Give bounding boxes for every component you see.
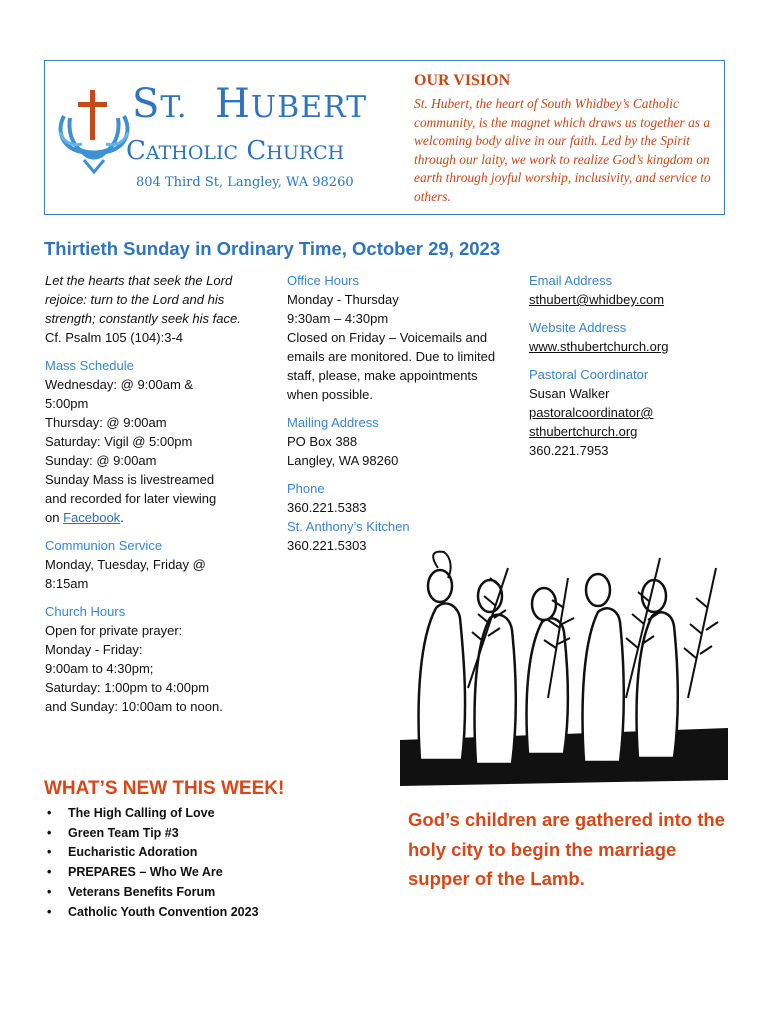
coordinator-label: Pastoral Coordinator	[529, 367, 649, 382]
communion-line: Monday, Tuesday, Friday @	[45, 557, 206, 572]
church-subtitle: CATHOLIC CHURCH	[126, 136, 345, 166]
whats-new-title: WHAT’S NEW THIS WEEK!	[44, 778, 285, 799]
news-item[interactable]: • Veterans Benefits Forum	[44, 883, 259, 903]
psalm-reference: Cf. Psalm 105 (104):3-4	[45, 330, 184, 345]
communion-label: Communion Service	[45, 538, 163, 553]
mass-line: and recorded for later viewing	[45, 491, 217, 506]
kitchen-label: St. Anthony’s Kitchen	[287, 519, 410, 534]
church-logo-icon	[54, 86, 134, 176]
vision-text: St. Hubert, the heart of South Whidbey’s Catholic community, is the magnet which draws us together as a welcoming body alive in our faith. Led by the Spirit through our laity, we work to realize God’s kingdom on earth through joyful worship, inclusivity, and service to others.	[414, 96, 711, 204]
mass-line: 5:00pm	[45, 396, 89, 411]
column-middle	[287, 271, 497, 555]
mailing-line: PO Box 388	[287, 434, 358, 449]
facebook-link[interactable]: Facebook	[63, 510, 121, 525]
illustration-caption: God’s children are gathered into the holy city to begin the marriage supper of the Lamb.	[408, 809, 725, 889]
news-item[interactable]: • PREPARES – Who We Are	[44, 863, 259, 883]
phone-number: 360.221.5383	[287, 500, 367, 515]
communion-line: 8:15am	[45, 576, 89, 591]
mailing-address-label: Mailing Address	[287, 415, 379, 430]
coordinator-email-link[interactable]: pastoralcoordinator@ sthubertchurch.org	[529, 405, 654, 439]
church-name: ST. HUBERT	[132, 81, 368, 127]
church-hours-line: and Sunday: 10:00am to noon.	[45, 699, 223, 714]
mass-line: Sunday: @ 9:00am	[45, 453, 157, 468]
church-hours-line: Monday - Friday:	[45, 642, 143, 657]
mass-line: Saturday: Vigil @ 5:00pm	[45, 434, 193, 449]
office-hours-label: Office Hours	[287, 273, 360, 288]
website-link[interactable]: www.sthubertchurch.org	[529, 339, 669, 354]
mass-line: Wednesday: @ 9:00am &	[45, 377, 194, 392]
church-hours-line: 9:00am to 4:30pm;	[45, 661, 154, 676]
coordinator-phone: 360.221.7953	[529, 443, 609, 458]
psalm-quote: Let the hearts that seek the Lord rejoice: turn to the Lord and his strength; constantly seek his face.	[45, 273, 241, 326]
mailing-line: Langley, WA 98260	[287, 453, 399, 468]
mass-line: Thursday: @ 9:00am	[45, 415, 167, 430]
coordinator-name: Susan Walker	[529, 386, 610, 401]
mass-facebook-line: on Facebook.	[45, 510, 124, 525]
church-hours-line: Open for private prayer:	[45, 623, 183, 638]
office-note: Closed on Friday – Voicemails and emails are monitored. Due to limited staff, please, make appointments when possible.	[287, 330, 496, 402]
email-label: Email Address	[529, 273, 613, 288]
church-hours-line: Saturday: 1:00pm to 4:00pm	[45, 680, 210, 695]
email-link[interactable]: sthubert@whidbey.com	[529, 292, 665, 307]
kitchen-phone: 360.221.5303	[287, 538, 367, 553]
news-item[interactable]: • The High Calling of Love	[44, 804, 259, 824]
mass-line: Sunday Mass is livestreamed	[45, 472, 215, 487]
whats-new-list	[44, 804, 259, 922]
office-line: 9:30am – 4:30pm	[287, 311, 389, 326]
column-left	[45, 271, 255, 716]
sunday-title: Thirtieth Sunday in Ordinary Time, October 29, 2023	[44, 238, 501, 259]
website-label: Website Address	[529, 320, 627, 335]
news-item[interactable]: • Green Team Tip #3	[44, 824, 259, 844]
office-line: Monday - Thursday	[287, 292, 399, 307]
news-item[interactable]: • Eucharistic Adoration	[44, 843, 259, 863]
column-right	[529, 271, 759, 460]
phone-label: Phone	[287, 481, 325, 496]
vision-title: OUR VISION	[414, 72, 511, 89]
church-hours-label: Church Hours	[45, 604, 126, 619]
news-item[interactable]: • Catholic Youth Convention 2023	[44, 903, 259, 923]
mass-schedule-label: Mass Schedule	[45, 358, 134, 373]
palm-procession-illustration	[398, 548, 728, 788]
church-address: 804 Third St, Langley, WA 98260	[136, 175, 354, 190]
